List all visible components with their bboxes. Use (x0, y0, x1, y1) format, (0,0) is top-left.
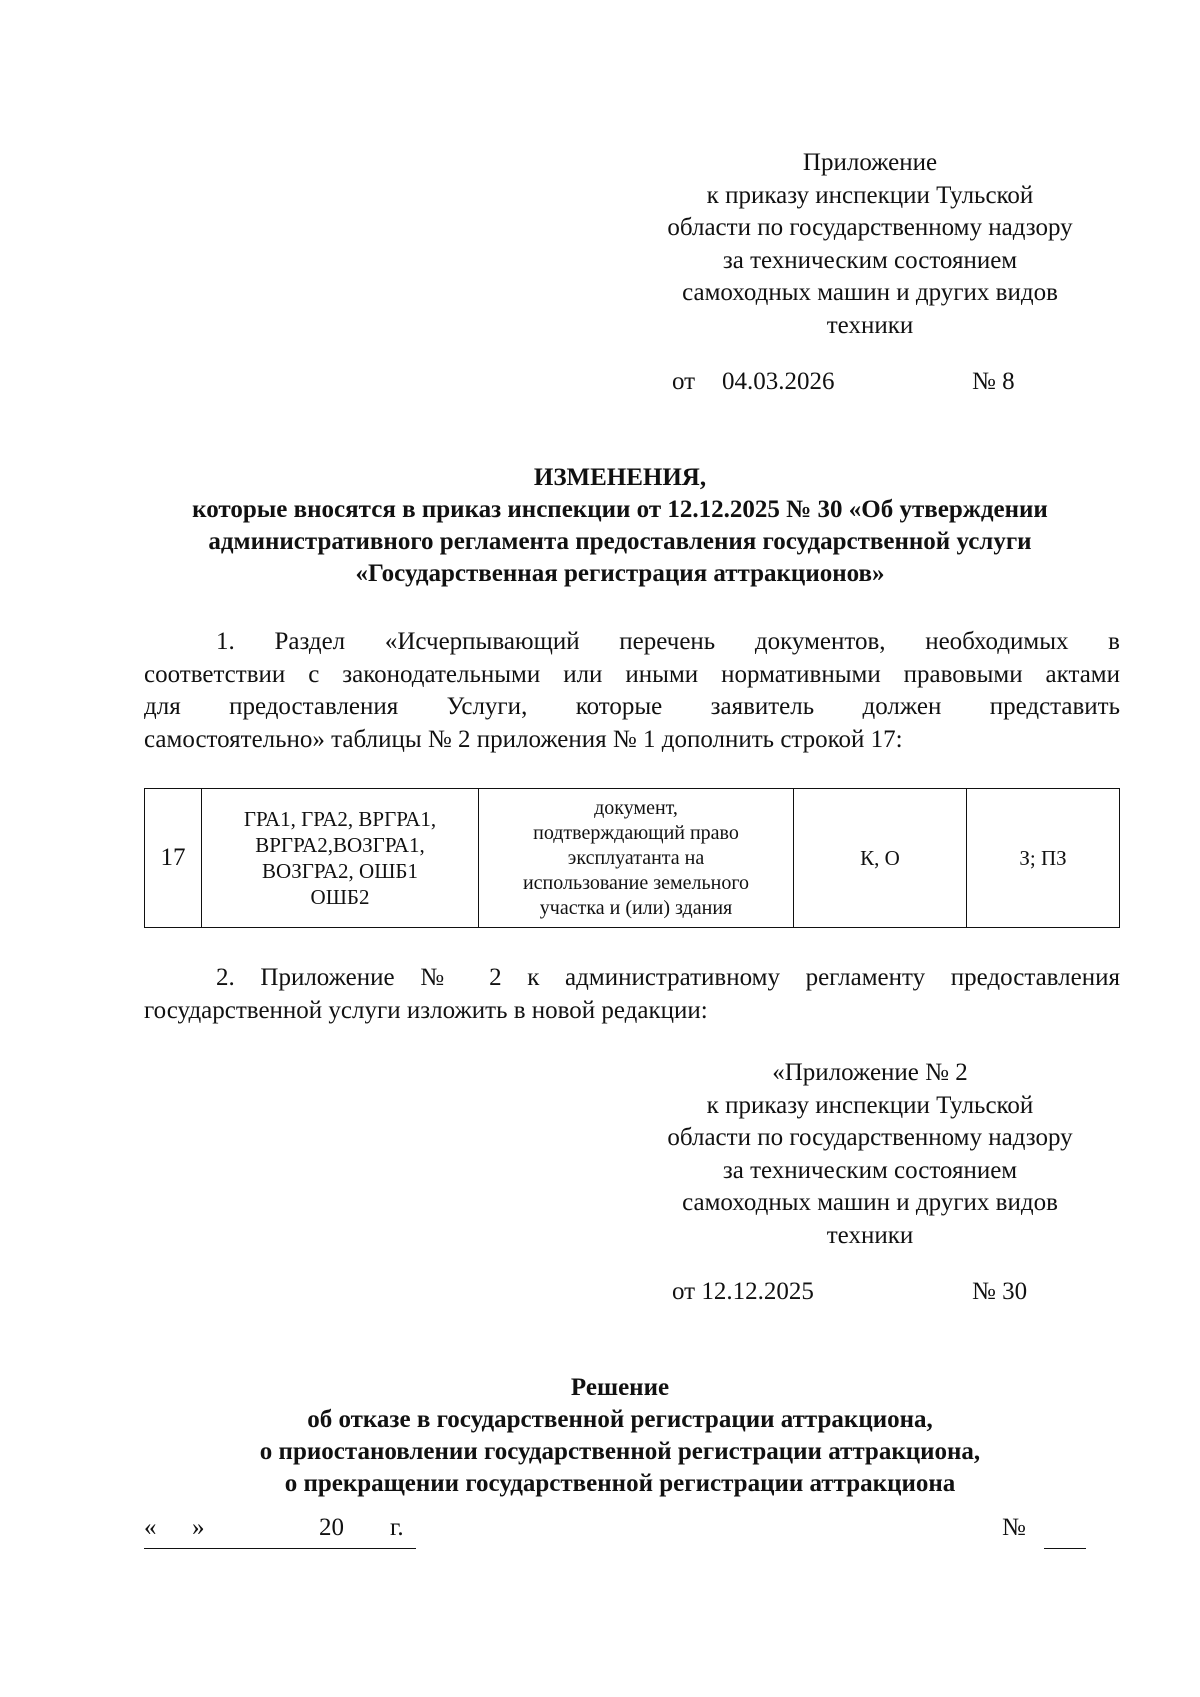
table-cell-codes (202, 789, 479, 928)
appendix-line: за техническим состоянием (722, 246, 1018, 274)
documents-table (144, 788, 1120, 928)
paragraph-line: для предоставления Услуги, которые заявитель должен представить (144, 693, 1120, 720)
table-cell-number: 17 (145, 789, 202, 928)
appendix-line: «Приложение № 2 (772, 1059, 968, 1086)
codes-line: ГРА1, ГРА2, ВРГРА1, (243, 807, 437, 831)
changes-subtitle-line: административного регламента предоставления государственной услуги (208, 528, 1032, 555)
appendix-line: самоходных машин и других видов (682, 1189, 1058, 1216)
changes-subtitle-line: «Государственная регистрация аттракционов» (355, 560, 885, 587)
appendix-header-1 (600, 147, 1140, 342)
order-number: № 8 (972, 368, 1015, 395)
paragraph-line: 2. Приложение № 2 к административному регламенту предоставления (216, 964, 1120, 991)
changes-heading: ИЗМЕНЕНИЯ, (533, 464, 707, 491)
appendix-2-date: от 12.12.2025 (672, 1278, 814, 1305)
paragraph-2 (144, 962, 1120, 1027)
document-line: использование земельного (522, 871, 750, 894)
appendix-header-2 (600, 1057, 1140, 1252)
appendix-line: техники (826, 311, 914, 339)
appendix-line: самоходных машин и других видов (682, 279, 1058, 306)
changes-title (120, 462, 1120, 590)
table-cell-type: З; ПЗ (967, 789, 1120, 928)
appendix-line: техники (826, 1221, 914, 1249)
quote-open: « (144, 1514, 157, 1541)
table-row (145, 789, 1120, 928)
appendix-line: области по государственному надзору (667, 214, 1073, 241)
decision-heading: Решение (570, 1374, 670, 1401)
appendix-line: к приказу инспекции Тульской (706, 181, 1034, 209)
year-prefix: 20 (319, 1514, 344, 1541)
decision-subtitle-line: о прекращении государственной регистрации аттракциона (284, 1470, 956, 1497)
order-date-prefix: от (672, 368, 696, 395)
paragraph-line: 1. Раздел «Исчерпывающий перечень документов, необходимых в (216, 628, 1120, 655)
appendix-2-number: № 30 (972, 1278, 1028, 1305)
order-date: 04.03.2026 (722, 368, 835, 395)
paragraph-1 (144, 626, 1120, 756)
decision-subtitle-line: о приостановлении государственной регистрации аттракциона, (259, 1438, 981, 1465)
codes-line: ВОЗГРА2, ОШБ1 (262, 859, 418, 883)
table-cell-form: К, О (794, 789, 967, 928)
appendix-line: за техническим состоянием (722, 1156, 1018, 1184)
document-line: участка и (или) здания (539, 896, 733, 919)
paragraph-line: соответствии с законодательными или иными нормативными правовыми актами (144, 660, 1120, 688)
appendix-line: Приложение (802, 149, 938, 176)
appendix-line: к приказу инспекции Тульской (706, 1091, 1034, 1119)
paragraph-line: самостоятельно» таблицы № 2 приложения № 1 дополнить строкой 17: (144, 725, 903, 753)
codes-line: ВРГРА2,ВОЗГРА1, (255, 833, 425, 857)
table-cell-document (479, 789, 794, 928)
codes-line: ОШБ2 (310, 885, 370, 909)
quote-close: » (192, 1514, 205, 1541)
number-fill-line (1044, 1518, 1086, 1549)
document-line: эксплуатанта на (567, 846, 705, 869)
appendix-line: области по государственному надзору (667, 1124, 1073, 1151)
changes-subtitle-line: которые вносятся в приказ инспекции от 12.12.2025 № 30 «Об утверждении (192, 496, 1048, 523)
document-line: подтверждающий право (533, 821, 739, 844)
decision-subtitle-line: об отказе в государственной регистрации аттракциона, (307, 1406, 933, 1433)
paragraph-line: государственной услуги изложить в новой редакции: (144, 996, 708, 1024)
date-fill-line (144, 1518, 416, 1549)
year-suffix: г. (390, 1514, 404, 1541)
decision-title (120, 1372, 1120, 1500)
number-sign: № (1002, 1514, 1026, 1541)
document-line: документ, (594, 796, 678, 819)
